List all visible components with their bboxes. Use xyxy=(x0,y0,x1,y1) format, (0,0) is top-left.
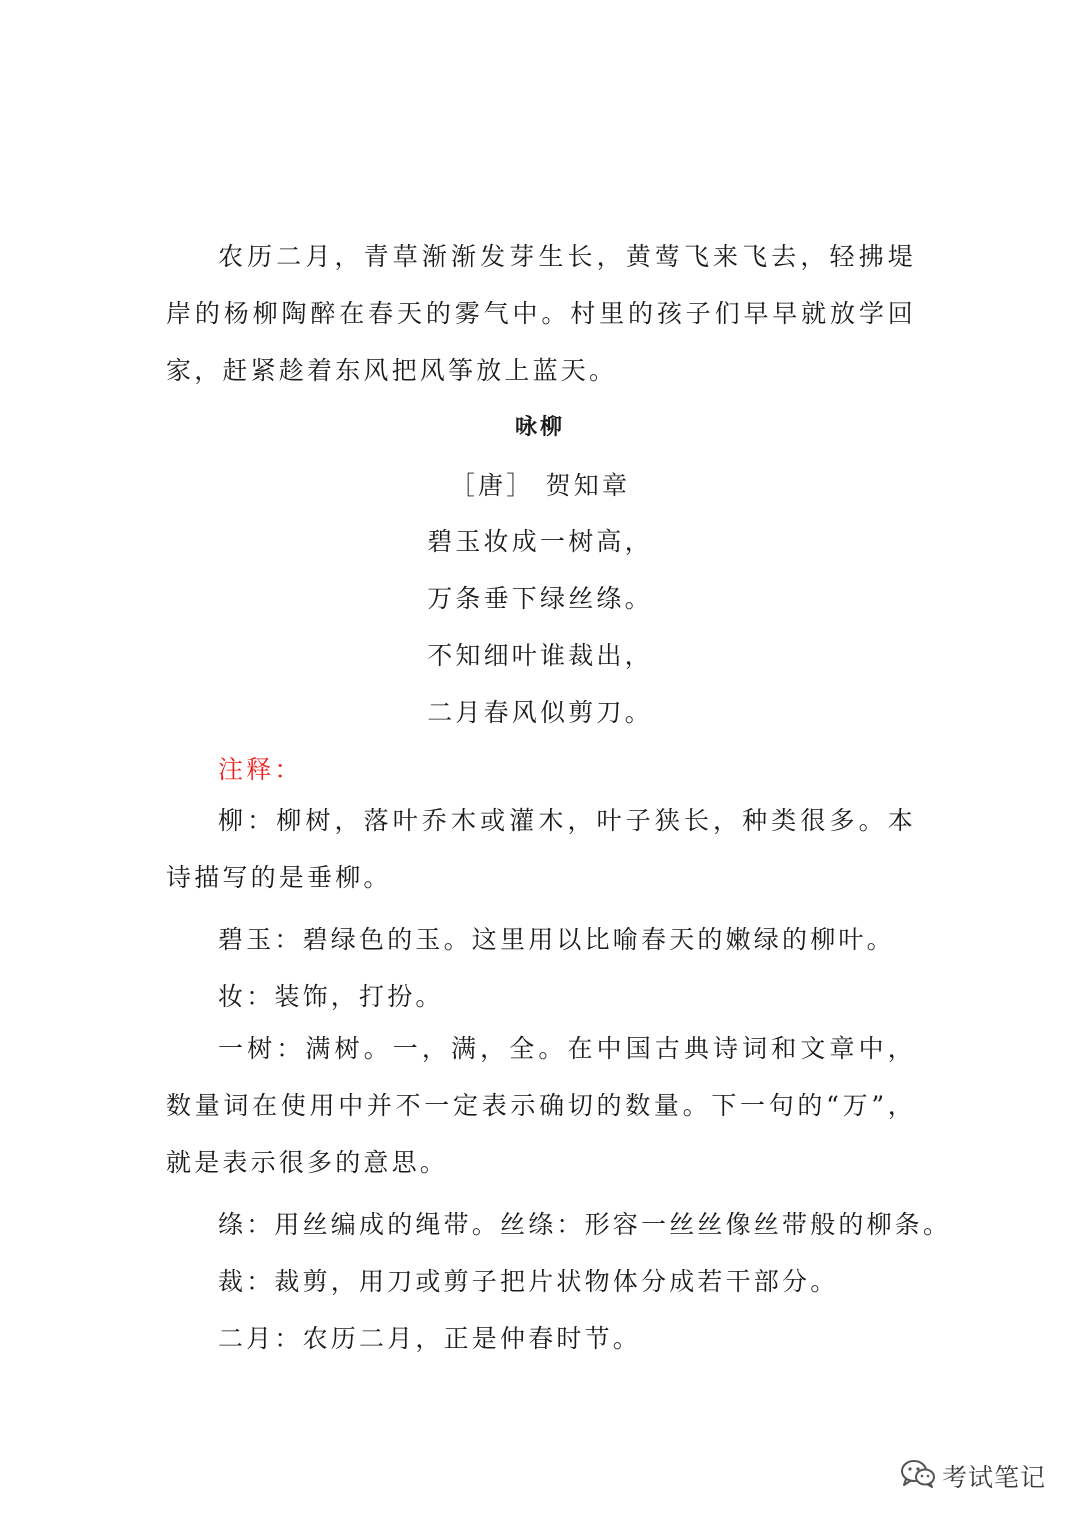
note-item: 妆：装饰，打扮。 xyxy=(218,982,444,1011)
note-item: 柳：柳树，落叶乔木或灌木，叶子狭长，种类很多。本诗描写的是垂柳。 xyxy=(166,806,916,892)
notes-heading: 注释： xyxy=(218,755,303,784)
note-item: 裁：裁剪，用刀或剪子把片状物体分成若干部分。 xyxy=(218,1267,839,1296)
note-item: 一树：满树。一，满，全。在中国古典诗词和文章中，数量词在使用中并不一定表示确切的数量。下一句的“万”，就是表示很多的意思。 xyxy=(166,1034,916,1177)
note-item: 二月：农历二月，正是仲春时节。 xyxy=(218,1324,642,1353)
note-item: 碧玉：碧绿色的玉。这里用以比喻春天的嫩绿的柳叶。 xyxy=(218,925,895,954)
poem-line: 二月春风似剪刀。 xyxy=(427,698,653,727)
watermark-text: 考试笔记 xyxy=(942,1463,1047,1492)
poem-line: 不知细叶谁裁出， xyxy=(427,641,653,670)
wechat-icon xyxy=(900,1459,936,1493)
poem-line: 碧玉妆成一树高， xyxy=(427,527,653,556)
note-item: 绦：用丝编成的绳带。丝绦：形容一丝丝像丝带般的柳条。 xyxy=(218,1210,952,1239)
watermark xyxy=(900,1456,1046,1496)
poem-author: ［唐］ 贺知章 xyxy=(449,471,631,500)
intro-paragraph: 农历二月，青草渐渐发芽生长，黄莺飞来飞去，轻拂堤岸的杨柳陶醉在春天的雾气中。村里的孩子们早早就放学回家，赶紧趁着东风把风筝放上蓝天。 xyxy=(166,242,916,385)
poem-line: 万条垂下绿丝绦。 xyxy=(427,584,653,613)
poem-title: 咏柳 xyxy=(514,415,565,440)
